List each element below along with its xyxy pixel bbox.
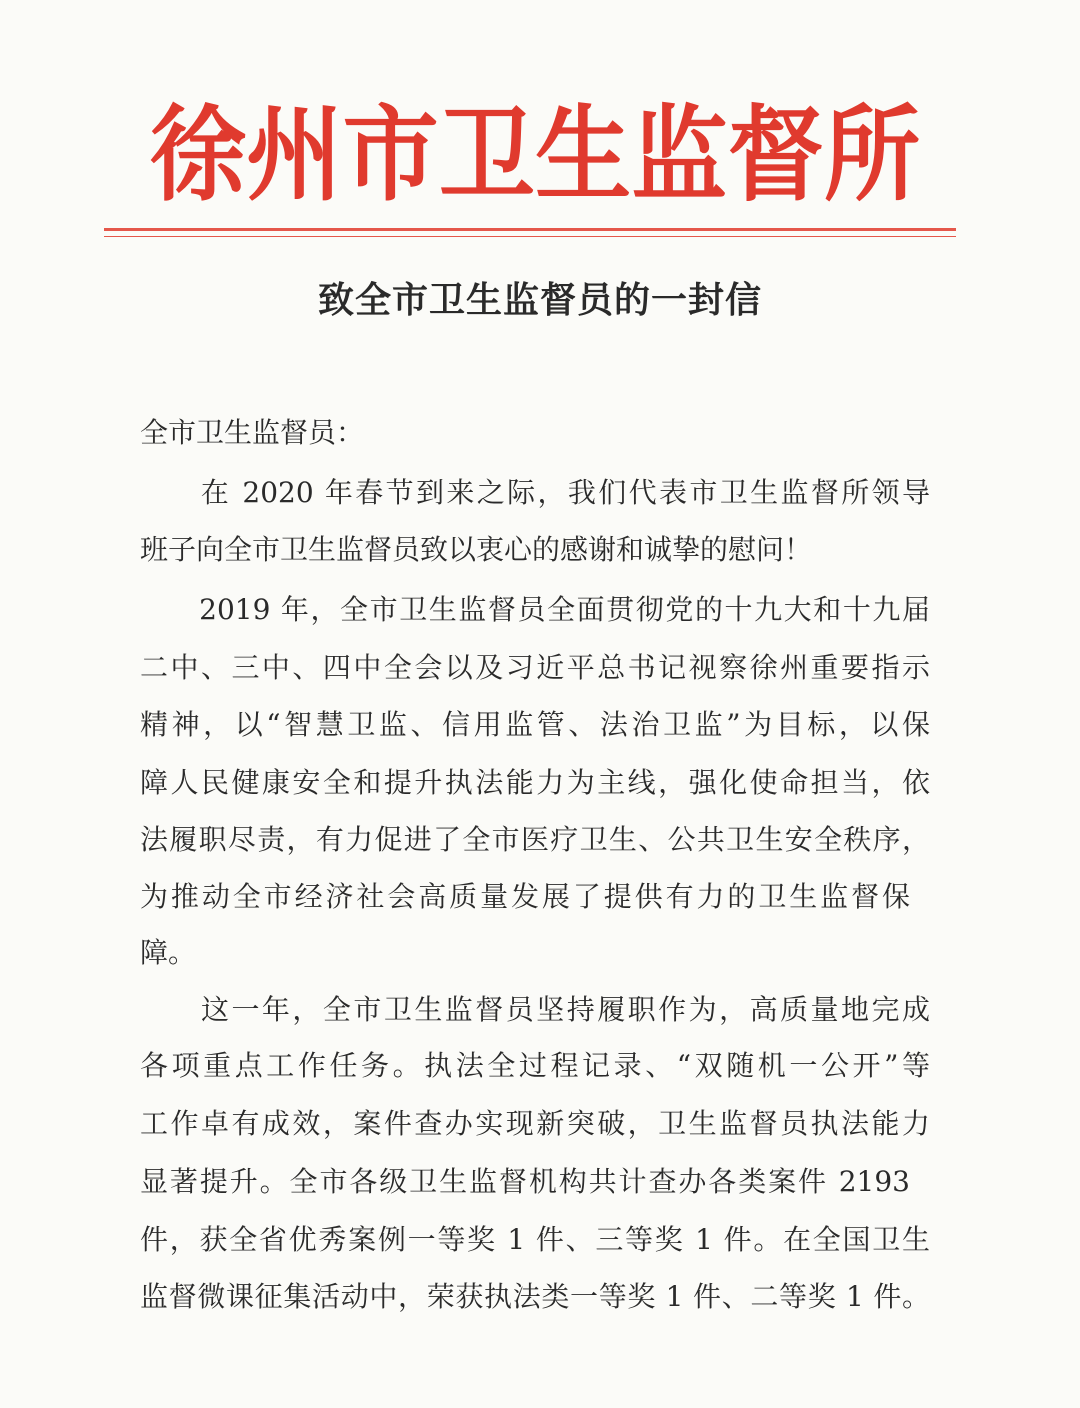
body-line: 障人民健康安全和提升执法能力为主线，强化使命担当，依 — [140, 766, 930, 799]
body-line: 为推动全市经济社会高质量发展了提供有力的卫生监督保 — [140, 880, 910, 913]
body-line: 班子向全市卫生监督员致以衷心的感谢和诚挚的慰问！ — [140, 533, 813, 566]
body-line: 监督微课征集活动中，荣获执法类一等奖 1 件、二等奖 1 件。 — [140, 1280, 930, 1313]
header-rule-thin — [104, 236, 956, 237]
salutation: 全市卫生监督员： — [140, 416, 365, 449]
body-line: 在 2020 年春节到来之际，我们代表市卫生监督所领导 — [140, 476, 930, 509]
body-line: 工作卓有成效，案件查办实现新突破，卫生监督员执法能力 — [140, 1107, 930, 1140]
body-line: 精神，以“智慧卫监、信用监管、法治卫监”为目标，以保 — [140, 708, 930, 741]
body-line: 这一年，全市卫生监督员坚持履职作为，高质量地完成 — [140, 993, 930, 1026]
body-line: 二中、三中、四中全会以及习近平总书记视察徐州重要指示 — [140, 651, 930, 684]
body-line: 法履职尽责，有力促进了全市医疗卫生、公共卫生安全秩序， — [140, 823, 930, 856]
body-line: 件，获全省优秀案例一等奖 1 件、三等奖 1 件。在全国卫生 — [140, 1223, 930, 1256]
body-line: 2019 年，全市卫生监督员全面贯彻党的十九大和十九届 — [140, 593, 930, 626]
body-line: 显著提升。全市各级卫生监督机构共计查办各类案件 2193 — [140, 1165, 910, 1198]
header-rule-thick — [104, 228, 956, 231]
letter-title: 致全市卫生监督员的一封信 — [317, 279, 762, 321]
body-line: 障。 — [140, 936, 197, 969]
organization-masthead: 徐州市卫生监督所 — [150, 94, 920, 216]
body-line: 各项重点工作任务。执法全过程记录、“双随机一公开”等 — [140, 1049, 930, 1082]
